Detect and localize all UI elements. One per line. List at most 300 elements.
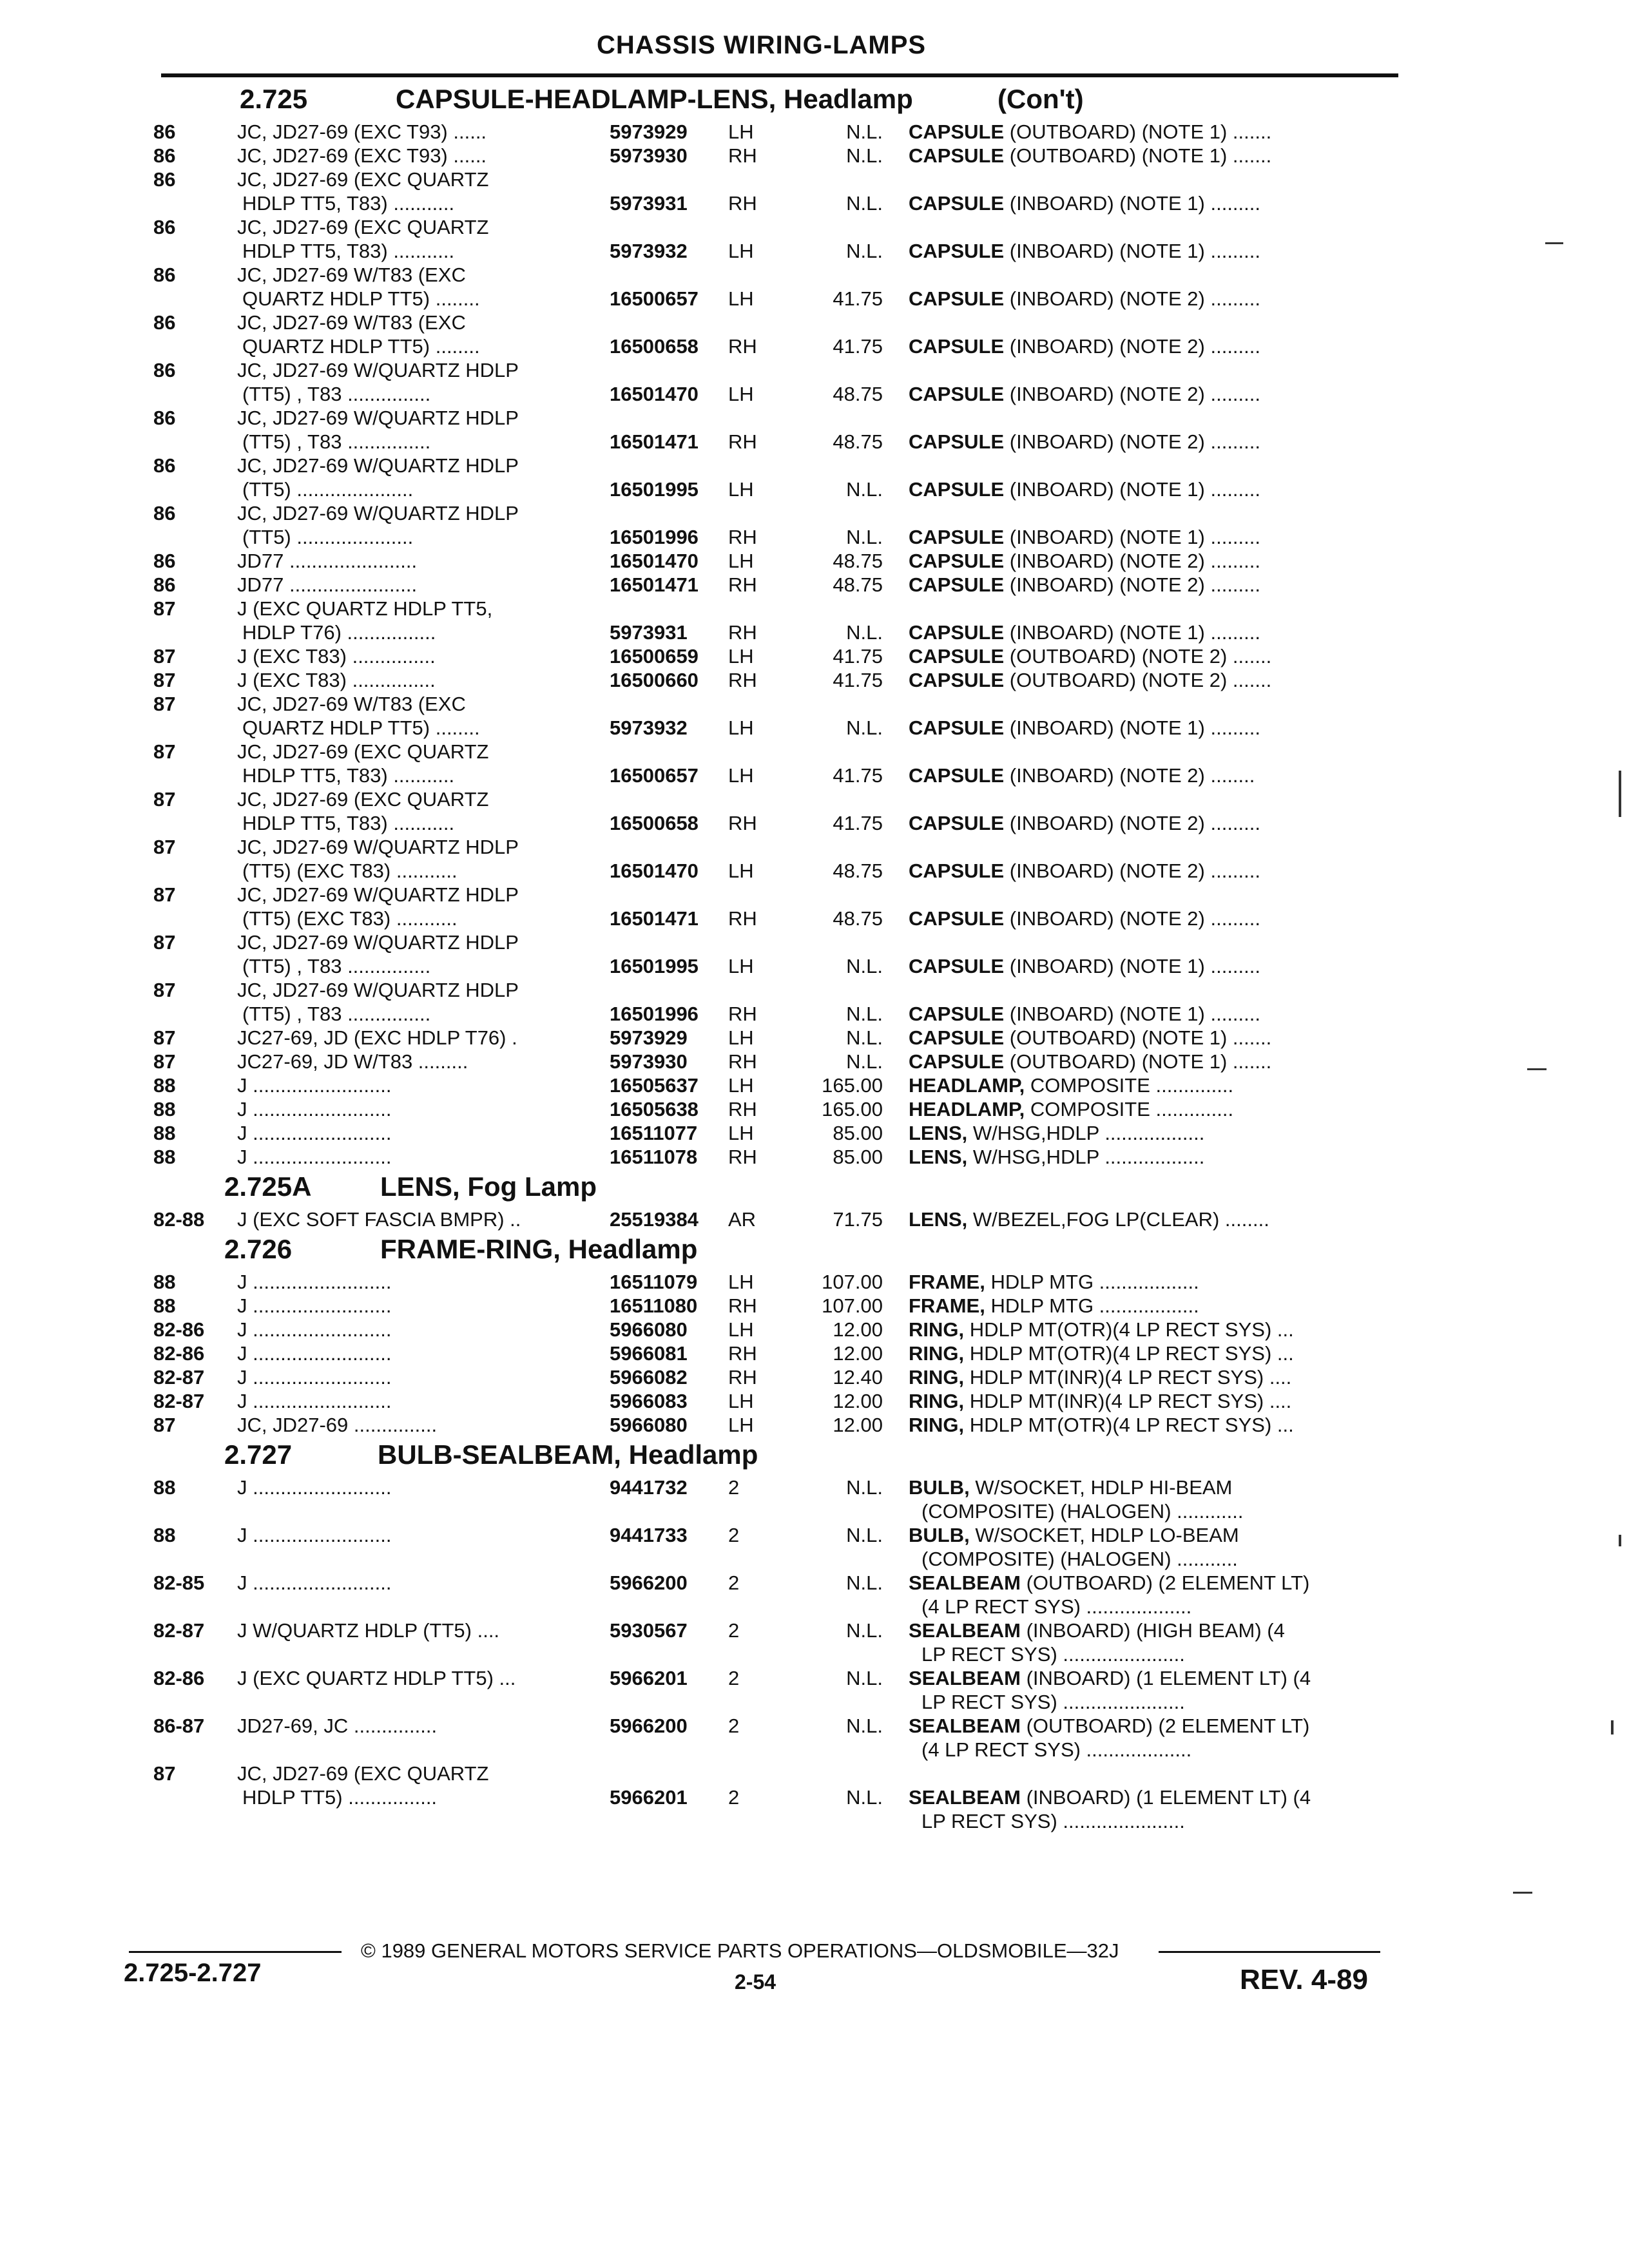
model-year: 88 — [153, 1476, 176, 1499]
part-number: 5966080 — [610, 1318, 688, 1341]
quantity-side: RH — [728, 1366, 757, 1389]
part-description: CAPSULE (INBOARD) (NOTE 2) ......... — [909, 860, 1260, 882]
part-row — [0, 1294, 1629, 1318]
part-description: CAPSULE (INBOARD) (NOTE 1) ......... — [909, 621, 1260, 644]
part-description: CAPSULE (INBOARD) (NOTE 1) ......... — [909, 716, 1260, 739]
part-number: 25519384 — [610, 1208, 699, 1231]
part-description: RING, HDLP MT(OTR)(4 LP RECT SYS) ... — [909, 1342, 1294, 1365]
list-price: N.L. — [846, 621, 883, 644]
part-row — [0, 1389, 1629, 1413]
model-application: JC, JD27-69 ............... — [237, 1414, 438, 1436]
model-application: J W/QUARTZ HDLP (TT5) .... — [237, 1619, 500, 1642]
part-description: CAPSULE (INBOARD) (NOTE 1) ......... — [909, 240, 1260, 262]
model-year: 86 — [153, 311, 176, 334]
model-year: 88 — [153, 1074, 176, 1097]
list-price: 71.75 — [833, 1208, 883, 1231]
quantity-side: 2 — [728, 1476, 740, 1499]
part-number: 5973930 — [610, 1050, 688, 1073]
part-description: (COMPOSITE) (HALOGEN) ............ — [921, 1500, 1244, 1523]
model-year: 86 — [153, 573, 176, 596]
part-description: BULB, W/SOCKET, HDLP HI-BEAM — [909, 1476, 1233, 1499]
list-price: N.L. — [846, 955, 883, 977]
part-description: LENS, W/HSG,HDLP .................. — [909, 1122, 1205, 1144]
part-row — [0, 1365, 1629, 1389]
quantity-side: LH — [728, 1390, 754, 1412]
list-price: 41.75 — [833, 669, 883, 691]
model-application: J ......................... — [237, 1294, 392, 1317]
part-description: CAPSULE (OUTBOARD) (NOTE 1) ....... — [909, 144, 1272, 167]
model-year: 87 — [153, 979, 176, 1001]
list-price: N.L. — [846, 716, 883, 739]
model-application: JC27-69, JD (EXC HDLP T76) . — [237, 1026, 517, 1049]
model-application: (TT5) ..................... — [242, 478, 414, 501]
margin-mark — [1611, 1720, 1614, 1735]
model-application: J (EXC SOFT FASCIA BMPR) .. — [237, 1208, 521, 1231]
model-application: (TT5) , T83 ............... — [242, 955, 431, 977]
page-header — [161, 31, 1398, 77]
quantity-side: LH — [728, 860, 754, 882]
part-number: 16511079 — [610, 1271, 698, 1293]
page-footer — [0, 1939, 1629, 2017]
quantity-side: 2 — [728, 1786, 740, 1809]
part-number: 5973932 — [610, 716, 688, 739]
part-description: CAPSULE (INBOARD) (NOTE 1) ......... — [909, 1003, 1260, 1025]
model-year: 88 — [153, 1098, 176, 1120]
quantity-side: RH — [728, 335, 757, 358]
footer-rule-right — [1159, 1951, 1380, 1953]
part-row — [0, 1121, 1629, 1145]
model-year: 86 — [153, 168, 176, 191]
model-application: J ......................... — [237, 1366, 392, 1389]
part-number: 16505638 — [610, 1098, 699, 1120]
model-year: 82-86 — [153, 1318, 205, 1341]
quantity-side: LH — [728, 1318, 754, 1341]
part-description: CAPSULE (INBOARD) (NOTE 2) ......... — [909, 812, 1260, 834]
part-row — [0, 1318, 1629, 1341]
model-application: (TT5) (EXC T83) ........... — [242, 860, 458, 882]
part-description: RING, HDLP MT(OTR)(4 LP RECT SYS) ... — [909, 1318, 1294, 1341]
quantity-side: 2 — [728, 1524, 740, 1546]
model-application: JC, JD27-69 W/T83 (EXC — [237, 311, 466, 334]
part-number: 5973932 — [610, 240, 688, 262]
model-year: 87 — [153, 1026, 176, 1049]
part-description: CAPSULE (INBOARD) (NOTE 1) ......... — [909, 526, 1260, 548]
part-description: CAPSULE (OUTBOARD) (NOTE 1) ....... — [909, 1026, 1272, 1049]
part-row — [0, 1714, 1629, 1762]
margin-mark — [1513, 1892, 1532, 1894]
model-application: HDLP TT5) ................ — [242, 1786, 438, 1809]
part-description: RING, HDLP MT(INR)(4 LP RECT SYS) .... — [909, 1390, 1292, 1412]
part-description: CAPSULE (INBOARD) (NOTE 2) ......... — [909, 550, 1260, 572]
part-description: CAPSULE (INBOARD) (NOTE 1) ......... — [909, 478, 1260, 501]
list-price: 48.75 — [833, 430, 883, 453]
list-price: 12.40 — [833, 1366, 883, 1389]
model-application: J ......................... — [237, 1318, 392, 1341]
list-price: N.L. — [846, 1003, 883, 1025]
part-number: 5973929 — [610, 1026, 688, 1049]
part-number: 5966201 — [610, 1667, 688, 1689]
model-application: J ......................... — [237, 1122, 392, 1144]
model-year: 82-88 — [153, 1208, 205, 1231]
quantity-side: 2 — [728, 1619, 740, 1642]
model-application: HDLP TT5, T83) ........... — [242, 240, 455, 262]
model-application: J ......................... — [237, 1074, 392, 1097]
model-application: JC, JD27-69 (EXC T93) ...... — [237, 144, 487, 167]
list-price: N.L. — [846, 1476, 883, 1499]
list-price: N.L. — [846, 240, 883, 262]
model-application: HDLP TT5, T83) ........... — [242, 764, 455, 787]
part-number: 16511077 — [610, 1122, 698, 1144]
part-number: 16500659 — [610, 645, 699, 668]
part-row — [0, 1207, 1629, 1231]
part-row — [0, 549, 1629, 573]
part-number: 5966200 — [610, 1715, 688, 1737]
part-row — [0, 883, 1629, 930]
list-price: N.L. — [846, 1524, 883, 1546]
model-year: 82-86 — [153, 1667, 205, 1689]
quantity-side: LH — [728, 955, 754, 977]
part-number: 16511078 — [610, 1146, 698, 1168]
part-number: 16500657 — [610, 764, 699, 787]
model-application: (TT5) ..................... — [242, 526, 414, 548]
list-price: 165.00 — [822, 1098, 883, 1120]
model-application: J ......................... — [237, 1146, 392, 1168]
model-application: JC, JD27-69 (EXC QUARTZ — [237, 1762, 489, 1785]
quantity-side: 2 — [728, 1667, 740, 1689]
model-application: JC, JD27-69 W/QUARTZ HDLP — [237, 979, 519, 1001]
model-application: JC, JD27-69 W/T83 (EXC — [237, 693, 466, 715]
part-row — [0, 1026, 1629, 1050]
part-description: CAPSULE (INBOARD) (NOTE 2) ......... — [909, 907, 1260, 930]
quantity-side: RH — [728, 1342, 757, 1365]
part-number: 5973931 — [610, 192, 688, 215]
model-year: 82-87 — [153, 1619, 205, 1642]
quantity-side: RH — [728, 1098, 757, 1120]
page-title: CHASSIS WIRING-LAMPS — [597, 31, 927, 59]
model-year: 82-86 — [153, 1342, 205, 1365]
part-description: LP RECT SYS) ...................... — [921, 1691, 1185, 1713]
model-application: J (EXC QUARTZ HDLP TT5, — [237, 597, 493, 620]
part-row — [0, 1145, 1629, 1169]
quantity-side: LH — [728, 764, 754, 787]
part-description: HEADLAMP, COMPOSITE .............. — [909, 1098, 1234, 1120]
part-number: 5966083 — [610, 1390, 688, 1412]
list-price: N.L. — [846, 1667, 883, 1689]
quantity-side: LH — [728, 1074, 754, 1097]
part-number: 9441732 — [610, 1476, 688, 1499]
part-row — [0, 597, 1629, 644]
part-description: CAPSULE (INBOARD) (NOTE 2) ......... — [909, 430, 1260, 453]
part-description: CAPSULE (INBOARD) (NOTE 2) ......... — [909, 335, 1260, 358]
model-year: 87 — [153, 1762, 176, 1785]
part-number: 5973930 — [610, 144, 688, 167]
quantity-side: LH — [728, 287, 754, 310]
margin-mark — [1619, 771, 1621, 817]
part-description: (4 LP RECT SYS) ................... — [921, 1738, 1192, 1761]
model-application: JC, JD27-69 W/QUARTZ HDLP — [237, 359, 519, 381]
model-year: 88 — [153, 1294, 176, 1317]
part-description: CAPSULE (INBOARD) (NOTE 2) ......... — [909, 573, 1260, 596]
quantity-side: RH — [728, 1003, 757, 1025]
list-price: 165.00 — [822, 1074, 883, 1097]
model-application: J (EXC QUARTZ HDLP TT5) ... — [237, 1667, 516, 1689]
quantity-side: RH — [728, 526, 757, 548]
part-description: SEALBEAM (INBOARD) (1 ELEMENT LT) (4 — [909, 1667, 1311, 1689]
section-name: FRAME-RING, Headlamp — [380, 1234, 698, 1264]
section-name: LENS, Fog Lamp — [380, 1171, 597, 1202]
quantity-side: RH — [728, 573, 757, 596]
part-row — [0, 740, 1629, 787]
quantity-side: LH — [728, 716, 754, 739]
section-continued: (Con't) — [998, 84, 1084, 114]
part-row — [0, 1073, 1629, 1097]
part-description: SEALBEAM (OUTBOARD) (2 ELEMENT LT) — [909, 1715, 1310, 1737]
list-price: 41.75 — [833, 764, 883, 787]
quantity-side: RH — [728, 907, 757, 930]
quantity-side: RH — [728, 430, 757, 453]
quantity-side: AR — [728, 1208, 757, 1231]
part-row — [0, 144, 1629, 168]
part-row — [0, 168, 1629, 215]
model-application: J ......................... — [237, 1571, 392, 1594]
part-description: FRAME, HDLP MTG .................. — [909, 1271, 1199, 1293]
part-number: 5966200 — [610, 1571, 688, 1594]
part-description: CAPSULE (INBOARD) (NOTE 2) ......... — [909, 287, 1260, 310]
part-row — [0, 1619, 1629, 1666]
list-price: N.L. — [846, 478, 883, 501]
model-application: JC, JD27-69 W/QUARTZ HDLP — [237, 931, 519, 954]
part-description: HEADLAMP, COMPOSITE .............. — [909, 1074, 1234, 1097]
footer-revision: REV. 4-89 — [1240, 1964, 1368, 1995]
list-price: 41.75 — [833, 645, 883, 668]
model-year: 87 — [153, 836, 176, 858]
part-number: 16500660 — [610, 669, 699, 691]
section-code: 2.725A — [224, 1171, 312, 1202]
list-price: N.L. — [846, 120, 883, 143]
part-row — [0, 978, 1629, 1026]
model-application: JC, JD27-69 W/QUARTZ HDLP — [237, 836, 519, 858]
list-price: 48.75 — [833, 860, 883, 882]
part-description: CAPSULE (INBOARD) (NOTE 2) ........ — [909, 764, 1255, 787]
model-application: JD27-69, JC ............... — [237, 1715, 438, 1737]
part-number: 5966081 — [610, 1342, 688, 1365]
model-application: QUARTZ HDLP TT5) ........ — [242, 335, 480, 358]
part-row — [0, 1270, 1629, 1294]
quantity-side: RH — [728, 192, 757, 215]
part-number: 16501470 — [610, 383, 699, 405]
model-application: JC, JD27-69 W/QUARTZ HDLP — [237, 883, 519, 906]
part-row — [0, 1413, 1629, 1437]
list-price: N.L. — [846, 1619, 883, 1642]
part-number: 5966082 — [610, 1366, 688, 1389]
part-description: CAPSULE (OUTBOARD) (NOTE 1) ....... — [909, 1050, 1272, 1073]
part-row — [0, 1097, 1629, 1121]
part-row — [0, 120, 1629, 144]
section-name: BULB-SEALBEAM, Headlamp — [378, 1439, 758, 1470]
part-description: SEALBEAM (OUTBOARD) (2 ELEMENT LT) — [909, 1571, 1310, 1594]
part-row — [0, 668, 1629, 692]
list-price: 48.75 — [833, 383, 883, 405]
model-application: JD77 ....................... — [237, 573, 418, 596]
model-application: J ......................... — [237, 1524, 392, 1546]
list-price: 12.00 — [833, 1414, 883, 1436]
quantity-side: RH — [728, 1294, 757, 1317]
model-application: J (EXC T83) ............... — [237, 645, 436, 668]
part-description: LENS, W/HSG,HDLP .................. — [909, 1146, 1205, 1168]
model-year: 86 — [153, 550, 176, 572]
quantity-side: LH — [728, 240, 754, 262]
model-application: JC, JD27-69 (EXC QUARTZ — [237, 788, 489, 811]
part-row — [0, 406, 1629, 454]
model-application: JC27-69, JD W/T83 ......... — [237, 1050, 468, 1073]
model-year: 87 — [153, 740, 176, 763]
list-price: N.L. — [846, 1571, 883, 1594]
model-application: (TT5) (EXC T83) ........... — [242, 907, 458, 930]
part-description: SEALBEAM (INBOARD) (HIGH BEAM) (4 — [909, 1619, 1285, 1642]
list-price: N.L. — [846, 1026, 883, 1049]
part-row — [0, 1571, 1629, 1619]
part-row — [0, 1475, 1629, 1523]
part-number: 5930567 — [610, 1619, 688, 1642]
part-number: 16501470 — [610, 550, 699, 572]
part-row — [0, 263, 1629, 311]
list-price: 48.75 — [833, 907, 883, 930]
part-number: 16501471 — [610, 573, 699, 596]
list-price: 41.75 — [833, 812, 883, 834]
model-application: JC, JD27-69 (EXC QUARTZ — [237, 168, 489, 191]
model-year: 86 — [153, 264, 176, 286]
list-price: 48.75 — [833, 550, 883, 572]
list-price: N.L. — [846, 192, 883, 215]
part-number: 16500658 — [610, 812, 699, 834]
section-code: 2.727 — [224, 1439, 293, 1470]
model-application: (TT5) , T83 ............... — [242, 1003, 431, 1025]
model-application: J ......................... — [237, 1476, 392, 1499]
part-number: 5966201 — [610, 1786, 688, 1809]
list-price: 107.00 — [822, 1294, 883, 1317]
model-year: 82-85 — [153, 1571, 205, 1594]
list-price: 41.75 — [833, 335, 883, 358]
part-row — [0, 1341, 1629, 1365]
margin-mark — [1527, 1068, 1547, 1070]
part-number: 16500658 — [610, 335, 699, 358]
quantity-side: RH — [728, 621, 757, 644]
quantity-side: RH — [728, 669, 757, 691]
part-row — [0, 573, 1629, 597]
quantity-side: LH — [728, 1414, 754, 1436]
model-year: 86 — [153, 120, 176, 143]
part-description: RING, HDLP MT(INR)(4 LP RECT SYS) .... — [909, 1366, 1292, 1389]
quantity-side: LH — [728, 1122, 754, 1144]
model-application: (TT5) , T83 ............... — [242, 383, 431, 405]
model-application: QUARTZ HDLP TT5) ........ — [242, 287, 480, 310]
quantity-side: LH — [728, 120, 754, 143]
part-row — [0, 930, 1629, 978]
model-year: 86 — [153, 216, 176, 238]
section-code: 2.726 — [224, 1234, 293, 1264]
list-price: N.L. — [846, 526, 883, 548]
part-row — [0, 1666, 1629, 1714]
list-price: 12.00 — [833, 1390, 883, 1412]
part-description: (4 LP RECT SYS) ................... — [921, 1595, 1192, 1618]
model-year: 88 — [153, 1146, 176, 1168]
part-number: 16501471 — [610, 907, 699, 930]
quantity-side: LH — [728, 550, 754, 572]
quantity-side: 2 — [728, 1571, 740, 1594]
part-number: 16511080 — [610, 1294, 698, 1317]
quantity-side: RH — [728, 1146, 757, 1168]
model-year: 87 — [153, 883, 176, 906]
model-year: 82-87 — [153, 1390, 205, 1412]
list-price: N.L. — [846, 1050, 883, 1073]
part-row — [0, 358, 1629, 406]
list-price: 85.00 — [833, 1146, 883, 1168]
model-application: J ......................... — [237, 1098, 392, 1120]
model-application: QUARTZ HDLP TT5) ........ — [242, 716, 480, 739]
model-application: (TT5) , T83 ............... — [242, 430, 431, 453]
footer-section-range: 2.725-2.727 — [124, 1959, 262, 1987]
margin-mark — [1619, 1535, 1621, 1546]
part-description: LP RECT SYS) ...................... — [921, 1810, 1185, 1832]
part-row — [0, 835, 1629, 883]
list-price: 12.00 — [833, 1318, 883, 1341]
footer-rule-left — [129, 1951, 342, 1953]
part-row — [0, 215, 1629, 263]
model-year: 86 — [153, 407, 176, 429]
model-year: 86 — [153, 502, 176, 524]
model-application: J (EXC T83) ............... — [237, 669, 436, 691]
section-name: CAPSULE-HEADLAMP-LENS, Headlamp — [396, 84, 913, 114]
model-year: 87 — [153, 931, 176, 954]
model-application: JC, JD27-69 W/T83 (EXC — [237, 264, 466, 286]
part-description: SEALBEAM (INBOARD) (1 ELEMENT LT) (4 — [909, 1786, 1311, 1809]
part-number: 5973931 — [610, 621, 688, 644]
part-row — [0, 454, 1629, 501]
list-price: 107.00 — [822, 1271, 883, 1293]
model-application: HDLP TT5, T83) ........... — [242, 812, 455, 834]
part-number: 5966080 — [610, 1414, 688, 1436]
model-year: 87 — [153, 693, 176, 715]
part-description: LP RECT SYS) ...................... — [921, 1643, 1185, 1666]
part-description: BULB, W/SOCKET, HDLP LO-BEAM — [909, 1524, 1239, 1546]
quantity-side: LH — [728, 1026, 754, 1049]
part-row — [0, 311, 1629, 358]
part-number: 16501995 — [610, 955, 699, 977]
model-application: JC, JD27-69 (EXC T93) ...... — [237, 120, 487, 143]
footer-copyright: © 1989 GENERAL MOTORS SERVICE PARTS OPERATIONS—OLDSMOBILE—32J — [361, 1939, 1119, 1962]
part-row — [0, 692, 1629, 740]
model-application: JC, JD27-69 (EXC QUARTZ — [237, 216, 489, 238]
model-year: 88 — [153, 1524, 176, 1546]
model-application: J ......................... — [237, 1271, 392, 1293]
model-year: 87 — [153, 1414, 176, 1436]
header-rule — [161, 73, 1398, 77]
footer-page-number: 2-54 — [735, 1970, 776, 1994]
part-description: CAPSULE (INBOARD) (NOTE 1) ......... — [909, 955, 1260, 977]
list-price: 85.00 — [833, 1122, 883, 1144]
model-year: 86 — [153, 359, 176, 381]
list-price: N.L. — [846, 1786, 883, 1809]
quantity-side: RH — [728, 1050, 757, 1073]
model-year: 87 — [153, 597, 176, 620]
part-number: 16501470 — [610, 860, 699, 882]
part-row — [0, 1050, 1629, 1073]
quantity-side: RH — [728, 812, 757, 834]
part-number: 16501996 — [610, 526, 699, 548]
part-number: 16501471 — [610, 430, 699, 453]
list-price: N.L. — [846, 1715, 883, 1737]
part-description: CAPSULE (OUTBOARD) (NOTE 2) ....... — [909, 645, 1272, 668]
